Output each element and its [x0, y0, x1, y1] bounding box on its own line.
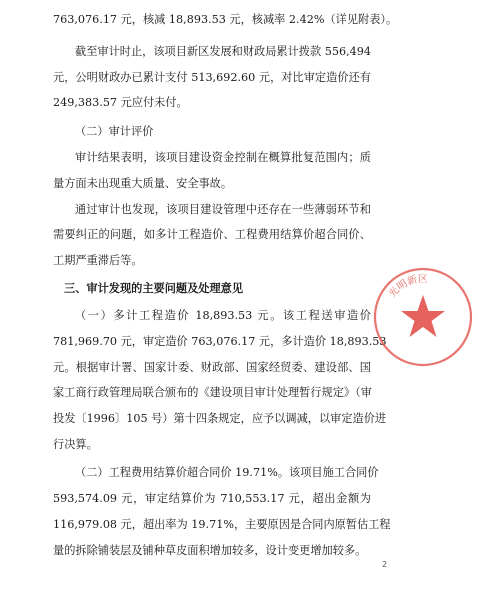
text-line: 截至审计时止，该项目新区发展和财政局累计拨款 556,494 [75, 45, 371, 58]
text-line: 元，公明财政办已累计支付 513,692.60 元，对比审定造价还有 [53, 71, 371, 84]
text-line: 审计结果表明，该项目建设资金控制在概算批复范围内；质 [75, 151, 371, 164]
text-line: 元。根据审计署、国家计委、财政部、国家经贸委、建设部、国 [53, 361, 371, 374]
text-line: 通过审计也发现，该项目建设管理中还存在一些薄弱环节和 [75, 203, 371, 216]
text-line: 行决算。 [53, 438, 98, 451]
official-seal [368, 262, 478, 372]
text-line: （一）多计工程造价 18,893.53 元。该工程送审造价 [75, 309, 371, 322]
text-line: （二）工程费用结算价超合同价 19.71%。该项目施工合同价 [75, 466, 379, 479]
text-line: 593,574.09 元，审定结算价为 710,553.17 元，超出金额为 [53, 492, 371, 505]
text-line: 量的拆除铺装层及铺种草皮面积增加较多，设计变更增加较多。 [53, 544, 367, 557]
text-line: 家工商行政管理局联合颁布的《建设项目审计处理暂行规定》（审 [53, 386, 372, 399]
text-line: 量方面未出现重大质量、安全事故。 [53, 177, 233, 190]
text-line: 249,383.57 元应付未付。 [53, 96, 188, 109]
text-line: 需要纠正的问题，如多计工程造价、工程费用结算价超合同价、 [53, 228, 371, 241]
section-heading: 三、审计发现的主要问题及处理意见 [64, 282, 244, 295]
text-line: 781,969.70 元，审定造价 763,076.17 元，多计造价 18,893.53 [53, 335, 387, 348]
seal-text: 光明新区 [387, 273, 428, 300]
text-line: 投发〔1996〕105 号）第十四条规定，应予以调减，以审定造价进 [53, 412, 387, 425]
section-subheading: （二）审计评价 [75, 125, 154, 138]
seal-star-icon [401, 295, 445, 337]
text-line: 116,979.08 元，超出率为 19.71%，主要原因是合同内原暂估工程 [53, 518, 391, 531]
text-line: 工期严重滞后等。 [53, 254, 143, 267]
text-line: 763,076.17 元，核减 18,893.53 元，核减率 2.42%（详见附表）。 [53, 13, 398, 26]
page-number: 2 [382, 560, 388, 569]
